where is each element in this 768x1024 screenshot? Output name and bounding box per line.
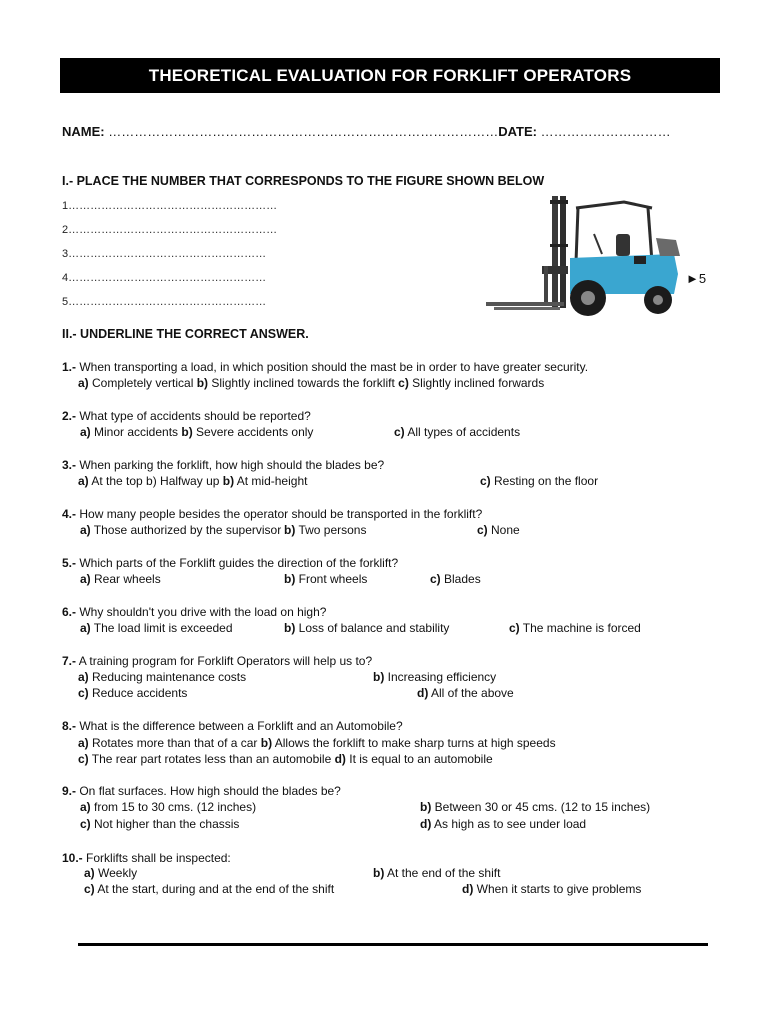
blank-line-1: 1………………………………………………… — [62, 200, 278, 212]
question-7-option-b: b) Increasing efficiency — [373, 670, 497, 684]
section-2-heading: II.- UNDERLINE THE CORRECT ANSWER. — [62, 327, 309, 341]
question-9-option-c: c) Not higher than the chassis — [80, 817, 240, 831]
bottom-divider — [78, 943, 708, 946]
question-8: 8.- What is the difference between a Forklift and an Automobile? — [62, 719, 403, 733]
question-7: 7.- A training program for Forklift Operators will help us to? — [62, 654, 373, 668]
question-4-option-b: b) Two persons — [284, 523, 367, 537]
question-7-option-a: a) Reducing maintenance costs — [78, 670, 247, 684]
question-10-option-a: a) Weekly — [84, 866, 138, 880]
question-5-option-a: a) Rear wheels — [80, 572, 161, 586]
question-10-option-c: c) At the start, during and at the end of the shift — [84, 882, 335, 896]
question-10: 10.- Forklifts shall be inspected: — [62, 851, 231, 865]
question-10-option-b: b) At the end of the shift — [373, 866, 501, 880]
question-1-options: a) Completely vertical b) Slightly inclined towards the forklift c) Slightly inclined forwards — [78, 376, 545, 390]
question-4: 4.- How many people besides the operator should be transported in the forklift? — [62, 507, 483, 521]
name-blank: ……………………………………………………………………………… — [108, 124, 499, 139]
question-5: 5.- Which parts of the Forklift guides the direction of the forklift? — [62, 556, 399, 570]
question-10-option-d: d) When it starts to give problems — [462, 882, 642, 896]
question-8-option-cd: c) The rear part rotates less than an automobile d) It is equal to an automobile — [78, 752, 493, 766]
name-date-line — [62, 124, 671, 139]
blank-line-4: 4……………………………………………… — [62, 272, 267, 284]
question-9-option-b: b) Between 30 or 45 cms. (12 to 15 inches) — [420, 800, 651, 814]
question-7-option-c: c) Reduce accidents — [78, 686, 188, 700]
question-5-option-b: b) Front wheels — [284, 572, 368, 586]
date-label: DATE: — [498, 124, 537, 139]
question-6-option-a: a) The load limit is exceeded — [80, 621, 233, 635]
question-2: 2.- What type of accidents should be reported? — [62, 409, 311, 423]
question-4-option-c: c) None — [477, 523, 520, 537]
question-3-option-ab: a) At the top b) Halfway up b) At mid-height — [78, 474, 308, 488]
question-3: 3.- When parking the forklift, how high should the blades be? — [62, 458, 385, 472]
question-3-option-c: c) Resting on the floor — [480, 474, 599, 488]
question-6-option-b: b) Loss of balance and stability — [284, 621, 450, 635]
date-blank: ………………………… — [540, 124, 671, 139]
title-banner — [60, 58, 720, 93]
question-4-option-a: a) Those authorized by the supervisor — [80, 523, 282, 537]
question-6-option-c: c) The machine is forced — [509, 621, 641, 635]
section-1-heading: I.- PLACE THE NUMBER THAT CORRESPONDS TO THE FIGURE SHOWN BELOW — [62, 174, 545, 188]
question-9-option-d: d) As high as to see under load — [420, 817, 587, 831]
question-2-option-ab: a) Minor accidents b) Severe accidents only — [80, 425, 314, 439]
question-6: 6.- Why shouldn't you drive with the load on high? — [62, 605, 327, 619]
page-title: THEORETICAL EVALUATION FOR FORKLIFT OPERATORS — [148, 65, 632, 85]
blank-line-3: 3……………………………………………… — [62, 248, 267, 260]
question-9-option-a: a) from 15 to 30 cms. (12 inches) — [80, 800, 257, 814]
blank-line-5: 5……………………………………………… — [62, 296, 267, 308]
question-5-option-c: c) Blades — [430, 572, 481, 586]
question-2-option-c: c) All types of accidents — [394, 425, 521, 439]
question-8-option-ab: a) Rotates more than that of a car b) Allows the forklift to make sharp turns at high speeds — [78, 736, 556, 750]
forklift-figure — [484, 194, 684, 320]
blank-line-2: 2………………………………………………… — [62, 224, 278, 236]
figure-marker-5: ►5 — [686, 271, 707, 286]
question-1: 1.- When transporting a load, in which position should the mast be in order to have greater security. — [62, 360, 589, 374]
question-9: 9.- On flat surfaces. How high should the blades be? — [62, 784, 341, 798]
name-label: NAME: — [62, 124, 105, 139]
question-7-option-d: d) All of the above — [417, 686, 514, 700]
